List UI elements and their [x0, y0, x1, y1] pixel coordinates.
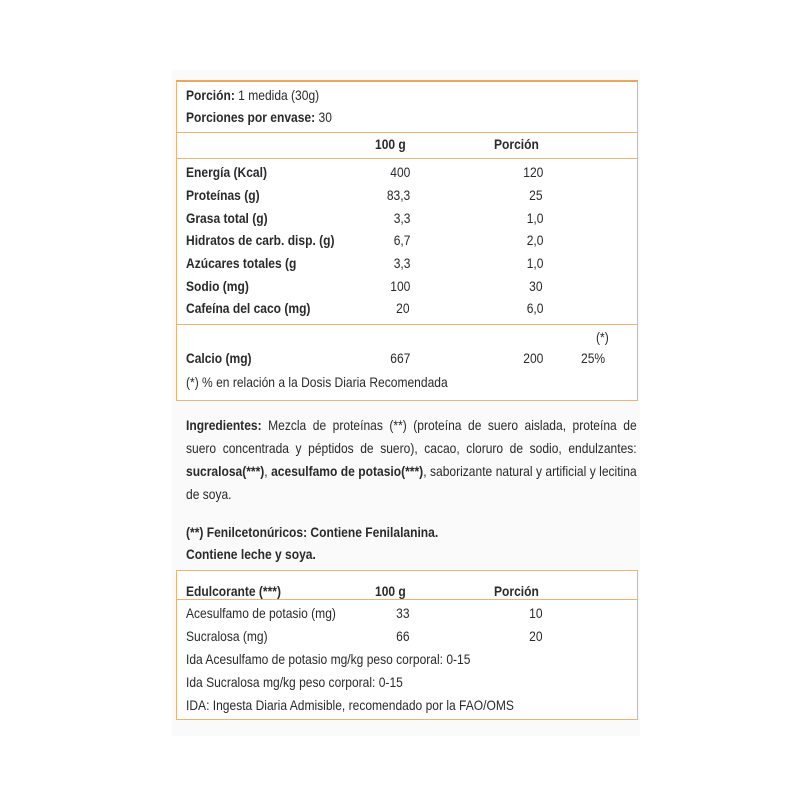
serving-value: 1 medida (30g): [238, 87, 320, 103]
daily-value-percent: 25%: [581, 350, 606, 366]
nutrient-name: Hidratos de carb. disp. (g): [186, 232, 335, 248]
separator: ,: [264, 463, 272, 479]
ingredient-sucralose: sucralosa(***): [186, 463, 265, 479]
nutrient-name: Sodio (mg): [186, 278, 249, 294]
allergen-warning: Contiene leche y soya.: [186, 546, 316, 562]
nutrient-name: Energía (Kcal): [186, 164, 267, 180]
footnote: (*) % en relación a la Dosis Diaria Recomendada: [186, 374, 448, 390]
nutrient-per100: 3,3: [393, 255, 410, 271]
sweetener-title: Edulcorante (***): [186, 583, 282, 599]
sweetener-portion: 20: [529, 628, 543, 644]
nutrient-per100: 100: [389, 278, 410, 294]
ingredient-acesulfame: acesulfamo de potasio(***): [271, 463, 424, 479]
nutrient-portion: 1,0: [526, 210, 543, 226]
sweetener-per100: 66: [396, 628, 410, 644]
servings-per-container: [186, 108, 332, 126]
serving-size: [186, 86, 319, 104]
nutrient-per100: 400: [389, 164, 410, 180]
nutrient-portion: 200: [522, 350, 543, 366]
ingredients-part: Mezcla de proteínas (**) (proteína de suero aislada, proteína de suero concentrada y péptidos de suero), cacao, cloruro de sodio, endulzantes:: [186, 417, 637, 456]
nutrient-portion: 120: [522, 164, 543, 180]
ingredients-text: [186, 414, 637, 506]
divider: [177, 132, 637, 133]
nutrient-per100: 6,7: [393, 232, 410, 248]
nutrient-per100: 20: [396, 300, 410, 316]
nutrient-per100: 667: [389, 350, 410, 366]
nutrient-portion: 6,0: [526, 300, 543, 316]
serving-label: Porción:: [186, 87, 235, 103]
allergen-warning: (**) Fenilcetonúricos: Contiene Fenilalanina.: [186, 524, 439, 540]
divider: [177, 324, 637, 325]
nutrient-name: Azúcares totales (g: [186, 255, 297, 271]
ida-note: Ida Sucralosa mg/kg peso corporal: 0-15: [186, 674, 403, 690]
servings-value: 30: [318, 109, 332, 125]
nutrient-name: Cafeína del caco (mg): [186, 300, 311, 316]
nutrient-per100: 3,3: [393, 210, 410, 226]
ida-note: IDA: Ingesta Diaria Admisible, recomendado por la FAO/OMS: [186, 697, 514, 713]
nutrient-per100: 83,3: [386, 187, 410, 203]
nutrient-name: Proteínas (g): [186, 187, 260, 203]
ingredients-label: Ingredientes:: [186, 417, 262, 433]
column-header-portion: Porción: [494, 583, 539, 599]
nutrient-name: Calcio (mg): [186, 350, 252, 366]
servings-label: Porciones por envase:: [186, 109, 316, 125]
sweetener-name: Sucralosa (mg): [186, 628, 268, 644]
dv-marker: (*): [596, 329, 609, 345]
sweetener-per100: 33: [396, 605, 410, 621]
divider: [177, 158, 637, 159]
nutrient-portion: 30: [529, 278, 543, 294]
column-header-100g: 100 g: [375, 136, 406, 152]
ingredients-part: , saborizante natural y artificial y lecitina de soya.: [186, 463, 637, 502]
ida-note: Ida Acesulfamo de potasio mg/kg peso corporal: 0-15: [186, 651, 471, 667]
sweetener-name: Acesulfamo de potasio (mg): [186, 605, 336, 621]
column-header-portion: Porción: [494, 136, 539, 152]
column-header-100g: 100 g: [375, 583, 406, 599]
sweetener-portion: 10: [529, 605, 543, 621]
nutrient-portion: 1,0: [526, 255, 543, 271]
nutrient-name: Grasa total (g): [186, 210, 268, 226]
nutrient-portion: 2,0: [526, 232, 543, 248]
nutrient-portion: 25: [529, 187, 543, 203]
